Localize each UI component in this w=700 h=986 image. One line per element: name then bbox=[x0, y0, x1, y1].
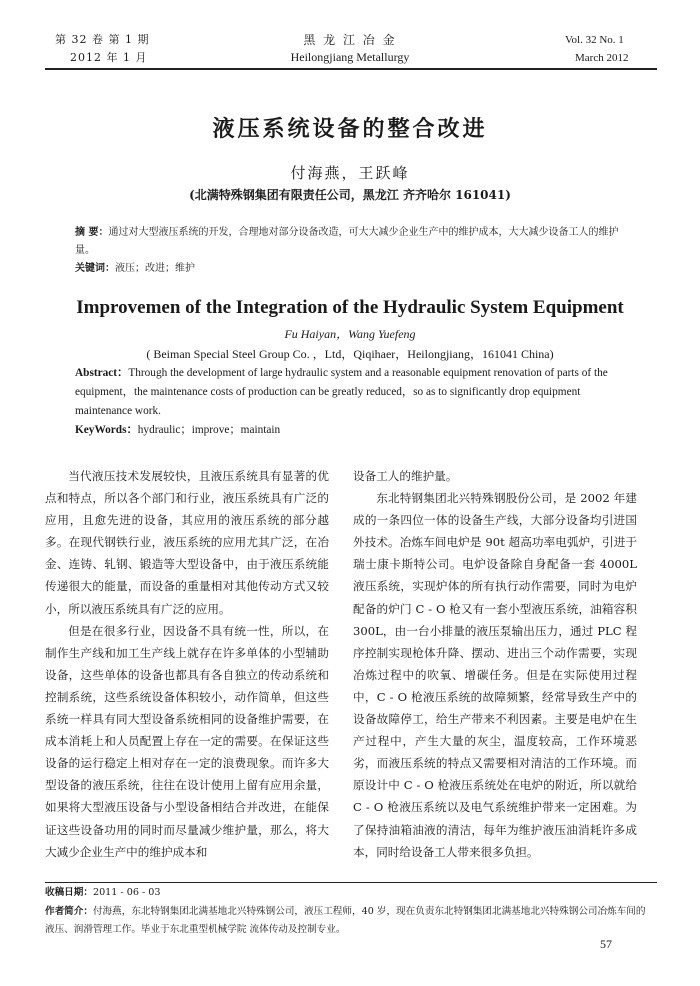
title-en: Improvemen of the Integration of the Hydraulic System Equipment bbox=[76, 297, 624, 318]
bio-label: 作者简介： bbox=[45, 906, 93, 917]
title-cn: 液压系统设备的整合改进 bbox=[212, 117, 488, 142]
keywords-cn-text: 液压；改进；维护 bbox=[115, 263, 195, 274]
header-rule bbox=[45, 68, 657, 70]
abstract-en-label: Abstract： bbox=[75, 367, 129, 379]
author-bio bbox=[45, 903, 655, 939]
header-date-cn: 2012 年 1 月 bbox=[70, 51, 148, 64]
abstract-en bbox=[75, 364, 630, 440]
abstract-en-text: Through the development of large hydraulic system and a reasonable equipment renovation of parts of the equipment，the maintenance costs of production can be greatly reduced，so as to significantly drop equipment maintenance work. bbox=[75, 367, 608, 417]
body-left-column bbox=[45, 465, 329, 863]
page-number: 57 bbox=[600, 937, 612, 951]
affiliation-cn: (北满特殊钢集团有限责任公司，黑龙江 齐齐哈尔 161041) bbox=[189, 188, 511, 202]
footnote-rule bbox=[45, 882, 657, 883]
header-vol-en: Vol. 32 No. 1 bbox=[565, 34, 624, 46]
body-paragraph: 当代液压技术发展较快，且液压系统具有显著的优点和特点，所以各个部门和行业，液压系统具有广泛的应用，且愈先进的设备，其应用的液压系统的部分越多。在现代钢铁行业，液压系统的应用尤其广泛，在冶金、连铸、轧钢、锻造等大型设备中，由于液压系统能传递很大的能量，而设备的重量相对其他传动方式又较小，所以液压系统具有广泛的应用。 bbox=[45, 469, 329, 616]
body-paragraph: 东北特钢集团北兴特殊钢股份公司，是 2002 年建成的一条四位一体的设备生产线，大部分设备均引进国外技术。冶炼车间电炉是 90t 超高功率电弧炉，引进于瑞士康卡斯特公司。电炉设备除自身配备一套 4000L 液压系统，实现炉体的所有执行动作需要，同时为电炉配备的炉门 C - O 枪又有一套小型液压系统，油箱容积 300L，由一台小排量的液压泵输出压力，通过 PLC 程序控制实现枪体升降、摆动、进出三个动作需要，实现冶炼过程中的吹氧、增碳任务。但是在实际使用过程中，C - O 枪液压系统的故障频繁，经常导致生产中的设备故障停工，给生产带来不利因素。主要是电炉在生产过程中，产生大量的灰尘，温度较高，工作环境恶劣，而液压系统的特点又需要相对清洁的工作环境。而原设计中 C - O 枪液压系统处在电炉的附近，所以就给 C - O 枪液压系统以及电气系统维护带来一定困难。为了保持油箱油液的清洁，每年为维护液压油消耗许多成本，同时给设备工人带来很多负担。 bbox=[353, 491, 637, 859]
header-date-en: March 2012 bbox=[575, 52, 629, 64]
received-label: 收稿日期： bbox=[45, 887, 93, 898]
keywords-en-para bbox=[75, 421, 630, 440]
header-volume-issue: 第 32 卷 第 1 期 bbox=[55, 33, 150, 46]
body-paragraph: 但是在很多行业，因设备不具有统一性，所以，在制作生产线和加工生产线上就存在许多单体的小型辅助设备，这些单体的设备也都具有各自独立的传动系统和控制系统，这些系统设备体积较小，动作简单，但这些系统一样具有同大型设备系统相同的设备维护需要，在成本消耗上和人员配置上存在一定的需要。在保证这些设备的运行稳定上相对存在一定的浪费现象。而许多大型设备的液压系统，往往在设计使用上留有应用余量，如果将大型液压设备与小型设备相结合并改进，在能保证这些设备功用的同时而尽量减少维护量，那么，将大大减少企业生产中的维护成本和 bbox=[45, 623, 329, 859]
header-journal-en: Heilongjiang Metallurgy bbox=[290, 50, 410, 64]
affiliation-en: ( Beiman Special Steel Group Co. ，Ltd，Qiqihaer，Heilongjiang，161041 China) bbox=[146, 347, 554, 361]
body-right-column bbox=[353, 465, 637, 863]
body-paragraph: 设备工人的维护量。 bbox=[353, 469, 458, 483]
authors-en: Fu Haiyan，Wang Yuefeng bbox=[284, 327, 416, 341]
abstract-cn-para bbox=[75, 224, 630, 260]
keywords-cn-para bbox=[75, 260, 630, 278]
authors-cn: 付海燕，王跃峰 bbox=[290, 164, 410, 182]
received-value: 2011 - 06 - 03 bbox=[92, 887, 161, 898]
keywords-en-text: hydraulic；improve；maintain bbox=[137, 424, 281, 436]
abstract-cn bbox=[75, 224, 630, 278]
received-date bbox=[45, 884, 655, 902]
abstract-cn-text: 通过对大型液压系统的开发，合理地对部分设备改造，可大大减少企业生产中的维护成本，大大减少设备工人的维护量。 bbox=[75, 227, 619, 256]
bio-text: 付海燕，东北特钢集团北满基地北兴特殊钢公司，液压工程师，40 岁，现在负责东北特钢集团北满基地北兴特殊钢公司冶炼车间的液压、润滑管理工作。毕业于东北重型机械学院 流体传动及控制专业。 bbox=[45, 906, 646, 935]
abstract-cn-label: 摘 要： bbox=[75, 227, 109, 238]
abstract-en-para bbox=[75, 364, 630, 421]
keywords-en-label: KeyWords： bbox=[75, 424, 138, 436]
keywords-cn-label: 关键词： bbox=[75, 263, 115, 274]
header-journal-cn: 黑 龙 江 冶 金 bbox=[303, 33, 397, 47]
